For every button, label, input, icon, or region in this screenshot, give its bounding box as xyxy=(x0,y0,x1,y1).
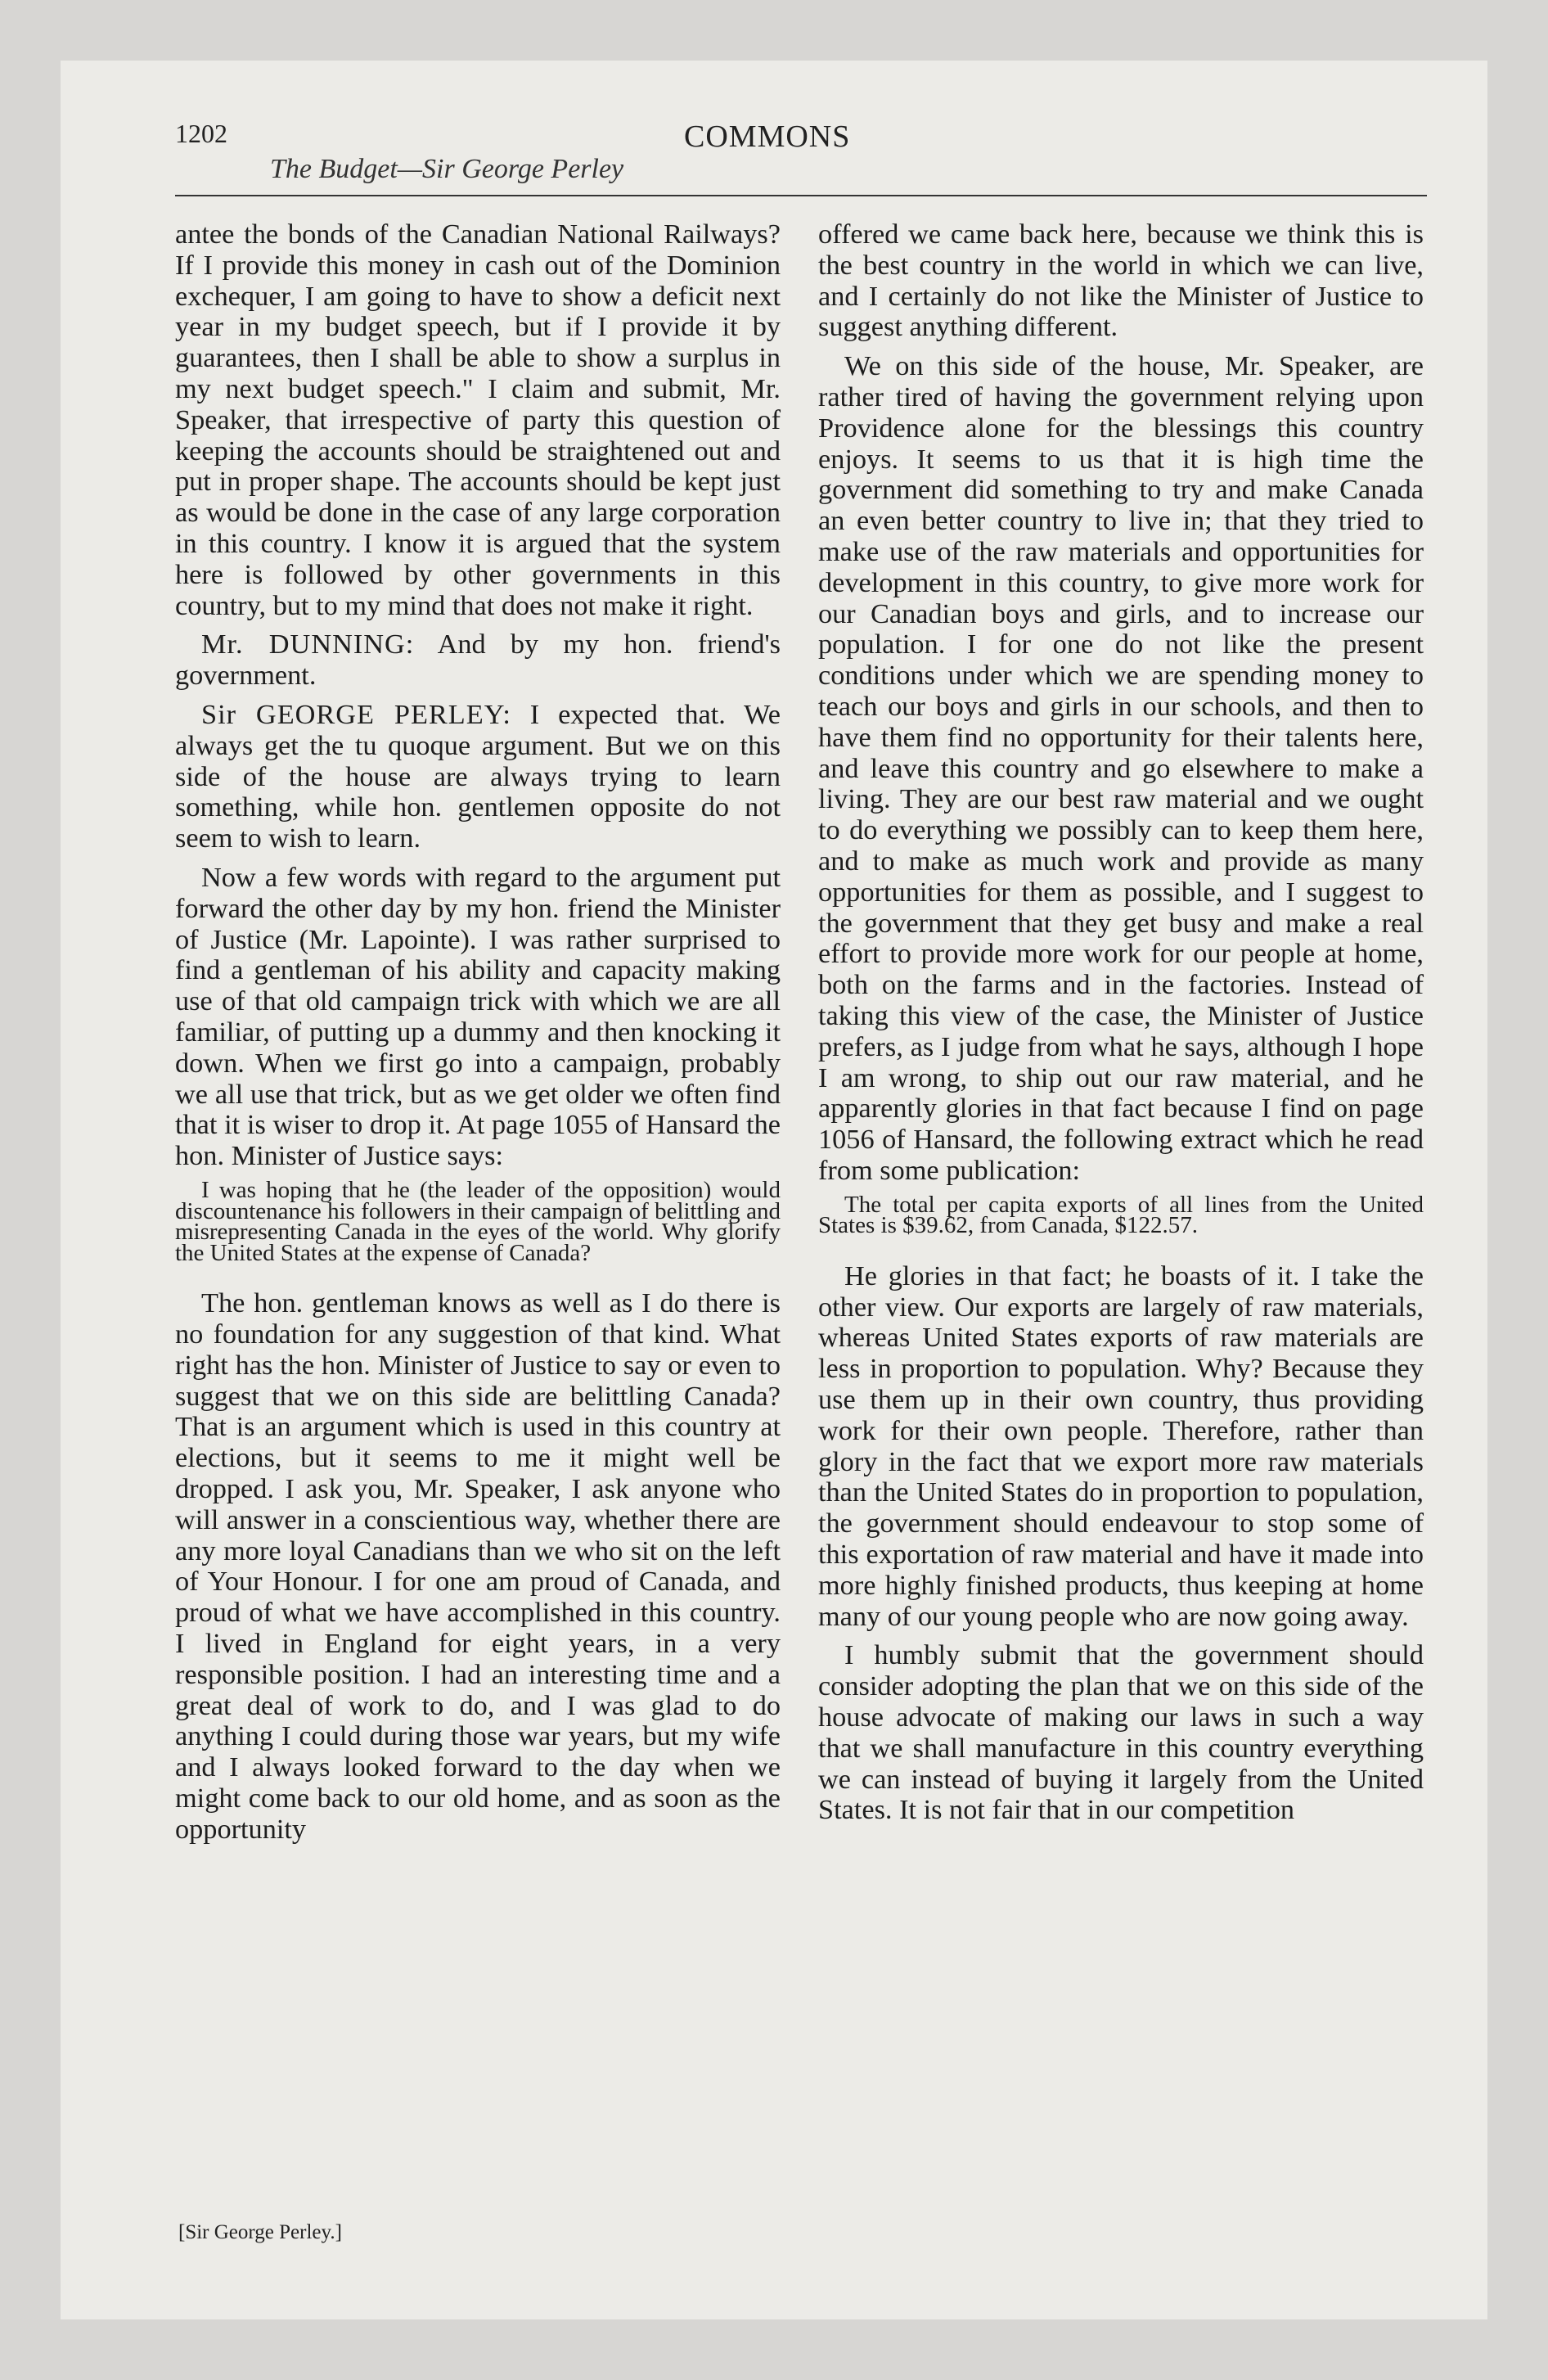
paragraph: The hon. gentleman knows as well as I do there is no foundation for any suggestion of that kind. What right has the hon. Minister of Justice to say or even to suggest that we on this side are belittling Canada? That is an argument which is used in this country at elections, but it seems to me it might well be dropped. I ask you, Mr. Speaker, I ask anyone who will answer in a conscientious way, whether there are any more loyal Canadians than we who sit on the left of Your Honour. I for one am proud of Canada, and proud of what we have accomplished in this country. I lived in England for eight years, in a very responsible position. I had an interesting time and a great deal of work to do, and I was glad to do anything I could during those war years, but my wife and I always looked forward to the day when we might come back to our old home, and as soon as the opportunity xyxy=(175,1287,781,1845)
block-quote: The total per capita exports of all lines from the United States is $39.62, from Canada, $122.57. xyxy=(818,1191,1424,1239)
header-rule xyxy=(175,195,1427,196)
left-column xyxy=(175,219,781,1854)
block-quote: I was hoping that he (the leader of the opposition) would discountenance his followers in their campaign of belittling and misrepresenting Canada in the eyes of the world. Why glorify the United States at the expense of Canada? xyxy=(175,1176,781,1266)
paragraph: He glories in that fact; he boasts of it. I take the other view. Our exports are largely of raw materials, whereas United States exports of raw materials are less in proportion to population. Why? Because they use them up in their own country, thus providing work for their own people. Therefore, rather than glory in the fact that we export more raw materials than the United States do in proportion to population, the government should endeavour to stop some of this exportation of raw material and have it made into more highly finished products, thus keeping at home many of our young people who are now going away. xyxy=(818,1260,1424,1632)
paragraph: We on this side of the house, Mr. Speaker, are rather tired of having the government relying upon Providence alone for the blessings this country enjoys. It seems to us that it is high time the government did something to try and make Canada an even better country to live in; that they tried to make use of the raw materials and opportunities for development in this country, to give more work for our Canadian boys and girls, and to increase our population. I for one do not like the present conditions under which we are spending money to teach our boys and girls in our schools, and then to have them find no opportunity for their talents here, and leave this country and go elsewhere to make a living. They are our best raw material and we ought to do everything we possibly can to keep them here, and to make as much work and provide as many opportunities for them as possible, and I suggest to the government that they get busy and make a real effort to provide more work for our people at home, both on the farms and in the factories. Instead of taking this view of the case, the Minister of Justice prefers, as I judge from what he says, although I hope I am wrong, to ship out our raw material, and he apparently glories in that fact because I find on page 1056 of Hansard, the following extract which he read from some publication: xyxy=(818,350,1424,1186)
page-title: COMMONS xyxy=(684,119,851,154)
paragraph: I humbly submit that the government should consider adopting the plan that we on this side of the house advocate of making our laws in such a way that we shall manufacture in this country everything we can instead of buying it largely from the United States. It is not fair that in our competition xyxy=(818,1639,1424,1826)
paragraph: offered we came back here, because we think this is the best country in the world in which we can live, and I certainly do not like the Minister of Justice to suggest anything different. xyxy=(818,219,1424,343)
speech-dunning xyxy=(175,629,781,692)
paragraph: antee the bonds of the Canadian National Railways? If I provide this money in cash out of the Dominion exchequer, I am going to have to show a deficit next year in my budget speech, but if I provide it by guarantees, then I shall be able to show a surplus in my next budget speech." I claim and submit, Mr. Speaker, that irrespective of party this question of keeping the accounts should be straightened out and put in proper shape. The accounts should be kept just as would be done in the case of any large corporation in this country. I know it is argued that the system here is followed by other governments in this country, but to my mind that does not make it right. xyxy=(175,219,781,621)
page-subtitle: The Budget—Sir George Perley xyxy=(270,154,624,184)
speaker-name: Sir GEORGE PERLEY: xyxy=(201,698,511,730)
speech-text: And by my hon. friend's government. xyxy=(175,629,781,692)
right-column xyxy=(818,219,1424,1834)
speech-text: I expected that. We always get the tu quoque argument. But we on this side of the house are always trying to learn something, while hon. gentlemen opposite do not seem to wish to learn. xyxy=(175,698,781,854)
paragraph: Now a few words with regard to the argument put forward the other day by my hon. friend the Minister of Justice (Mr. Lapointe). I was rather surprised to find a gentleman of his ability and capacity making use of that old campaign trick with which we are all familiar, of putting up a dummy and then knocking it down. When we first go into a campaign, probably we all use that trick, but as we get older we often find that it is wiser to drop it. At page 1055 of Hansard the hon. Minister of Justice says: xyxy=(175,861,781,1172)
footer-speaker-tag: [Sir George Perley.] xyxy=(178,2221,342,2243)
speaker-name: Mr. DUNNING: xyxy=(201,629,415,660)
page-number: 1202 xyxy=(175,119,227,148)
speech-perley xyxy=(175,700,781,854)
